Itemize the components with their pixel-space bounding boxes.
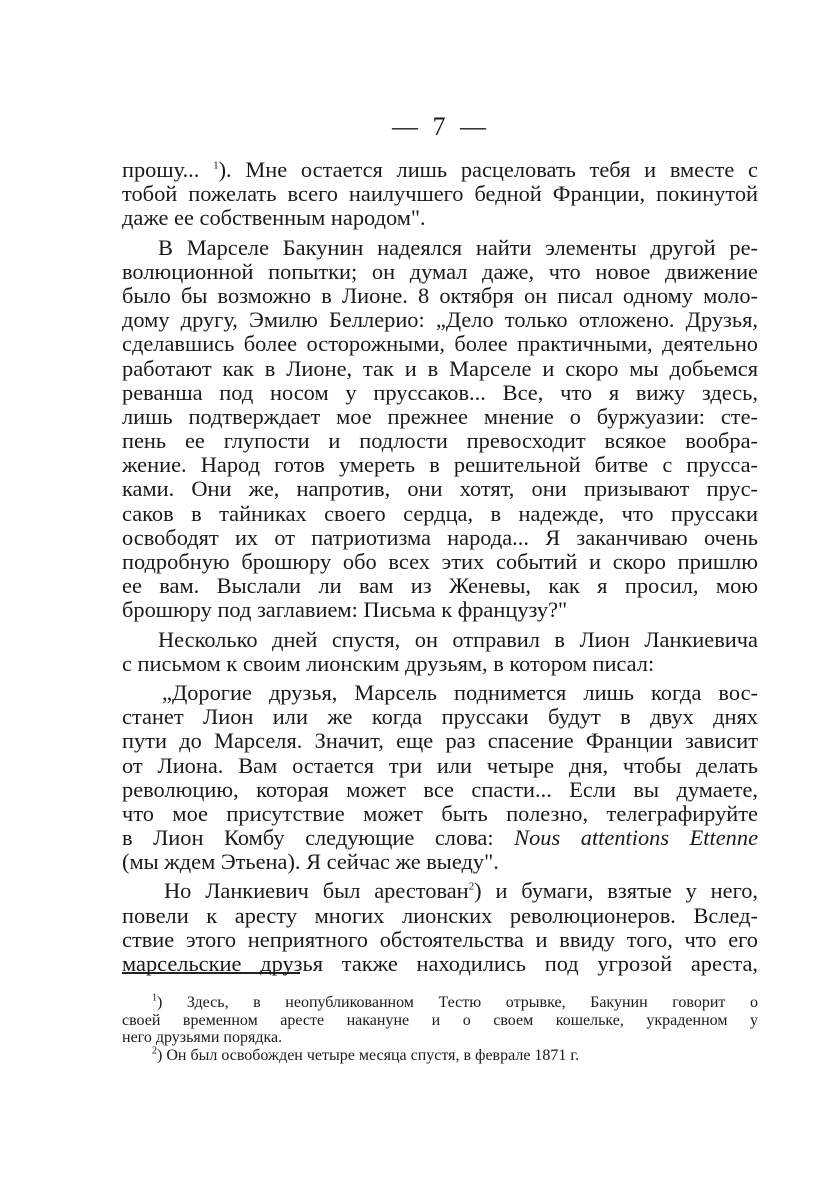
footnote-ref-2: 2 xyxy=(468,880,475,893)
paragraph-5-line-4: марсельские друзья также находились под угрозой ареста, xyxy=(122,951,758,976)
paragraph-4-line-7 xyxy=(122,826,758,850)
paragraph-4-line-4: от Лиона. Вам остается три или четыре дня, чтобы делать xyxy=(122,752,758,778)
paragraph-3-line-1: Несколько дней спустя, он отправил в Лион Ланкиевича xyxy=(158,626,758,652)
paragraph-4-line-2: станет Лион или же когда пруссаки будут в двух днях xyxy=(122,704,758,730)
paragraph-1-line-2: тобой пожелать всего наилучшего бедной Франции, покинутой xyxy=(122,181,758,207)
footnote-1-line-2: своей временном аресте накануне и о своем кошельке, украденном у xyxy=(122,1011,758,1029)
paragraph-2-line-13: освободят их от патриотизма народа... Я заканчиваю очень xyxy=(122,524,758,550)
footnote-ref-1: 1 xyxy=(213,159,219,172)
text-run: в Лион Комбу следующие слова: xyxy=(122,825,515,851)
text-run: Но Ланкиевич был арестован xyxy=(164,878,469,904)
paragraph-2-line-2: волюционной попытки; он думал даже, что новое движение xyxy=(122,258,758,284)
footnote-mark-1: 1 xyxy=(152,992,157,1004)
text-run: прошу... xyxy=(122,157,214,182)
paragraph-2-line-12: саков в тайниках своего сердца, в надежде, что пруссаки xyxy=(122,500,758,526)
footnote-mark-2: 2 xyxy=(152,1045,157,1057)
paragraph-2-line-4: дому другу, Эмилю Беллерио: „Дело только отложено. Друзья, xyxy=(122,307,758,333)
paragraph-4-line-8: (мы ждем Этьена). Я сейчас же выеду". xyxy=(122,849,499,875)
footnote-divider xyxy=(122,972,300,974)
paragraph-1-line-3: даже ее собственным народом". xyxy=(122,205,426,231)
paragraph-2-line-14: подробную брошюру обо всех этих событий и скоро пришлю xyxy=(122,549,758,574)
paragraph-5-line-3: ствие этого неприятного обстоятельства и ввиду того, что его xyxy=(122,926,758,952)
text-run: ) Здесь, в неопубликованном Тестю отрывке, Бакунин говорит о xyxy=(157,994,758,1011)
italic-phrase: Nous attentions Ettenne xyxy=(514,825,759,851)
paragraph-4-line-1: „Дорогие друзья, Марсель поднимется лишь когда вос- xyxy=(162,679,758,705)
paragraph-2-line-16: брошюру под заглавием: Письма к французу?" xyxy=(122,597,568,623)
paragraph-2-line-10: жение. Народ готов умереть в решительной битве с прусса- xyxy=(122,452,758,478)
paragraph-2-line-8: лишь подтверждает мое прежнее мнение о буржуазии: сте- xyxy=(122,403,758,429)
paragraph-1-line-1 xyxy=(122,158,758,182)
paragraph-2-line-9: пень ее глупости и подлости превосходит всякое вообра- xyxy=(122,428,758,454)
paragraph-4-line-6: что мое присутствие может быть полезно, телеграфируйте xyxy=(122,800,758,826)
paragraph-2-line-6: работают как в Лионе, так и в Марселе и скоро мы добьемся xyxy=(122,355,758,381)
paragraph-4-line-3: пути до Марселя. Значит, еще раз спасение Франции зависит xyxy=(122,728,758,754)
text-run: ) и бумаги, взятые у него, xyxy=(474,878,758,904)
page-number: — 7 — xyxy=(392,112,490,141)
footnotes xyxy=(122,994,758,1064)
paragraph-2-line-7: реванша под носом у пруссаков... Все, что я вижу здесь, xyxy=(122,379,758,405)
footnote-1-line-1 xyxy=(122,994,758,1012)
footnote-2-line-1 xyxy=(122,1047,758,1065)
footnote-1-line-3: него друзьями порядка. xyxy=(122,1029,283,1047)
text-run: ) Он был освобожден четыре месяца спустя, в феврале 1871 г. xyxy=(157,1046,580,1064)
text-run: ). Мне остается лишь расцеловать тебя и вместе с xyxy=(218,157,758,182)
paragraph-4-line-5: революцию, которая может все спасти... Если вы думаете, xyxy=(122,776,758,802)
paragraph-5-line-2: повели к аресту многих лионских революционеров. Вслед- xyxy=(122,902,758,928)
paragraph-2-line-1: В Марселе Бакунин надеялся найти элементы другой ре- xyxy=(158,234,758,260)
paragraph-3-line-2: с письмом к своим лионским друзьям, в котором писал: xyxy=(122,650,655,676)
paragraph-5-line-1 xyxy=(122,879,758,903)
paragraph-2-line-11: ками. Они же, напротив, они хотят, они призывают прус- xyxy=(122,476,758,502)
paragraph-2-line-15: ее вам. Выслали ли вам из Женевы, как я просил, мою xyxy=(122,573,758,599)
paragraph-2-line-5: сделавшись более осторожными, более практичными, деятельно xyxy=(122,331,758,357)
paragraph-2-line-3: было бы возможно в Лионе. 8 октября он писал одному моло- xyxy=(122,282,758,308)
body-text xyxy=(122,158,758,976)
